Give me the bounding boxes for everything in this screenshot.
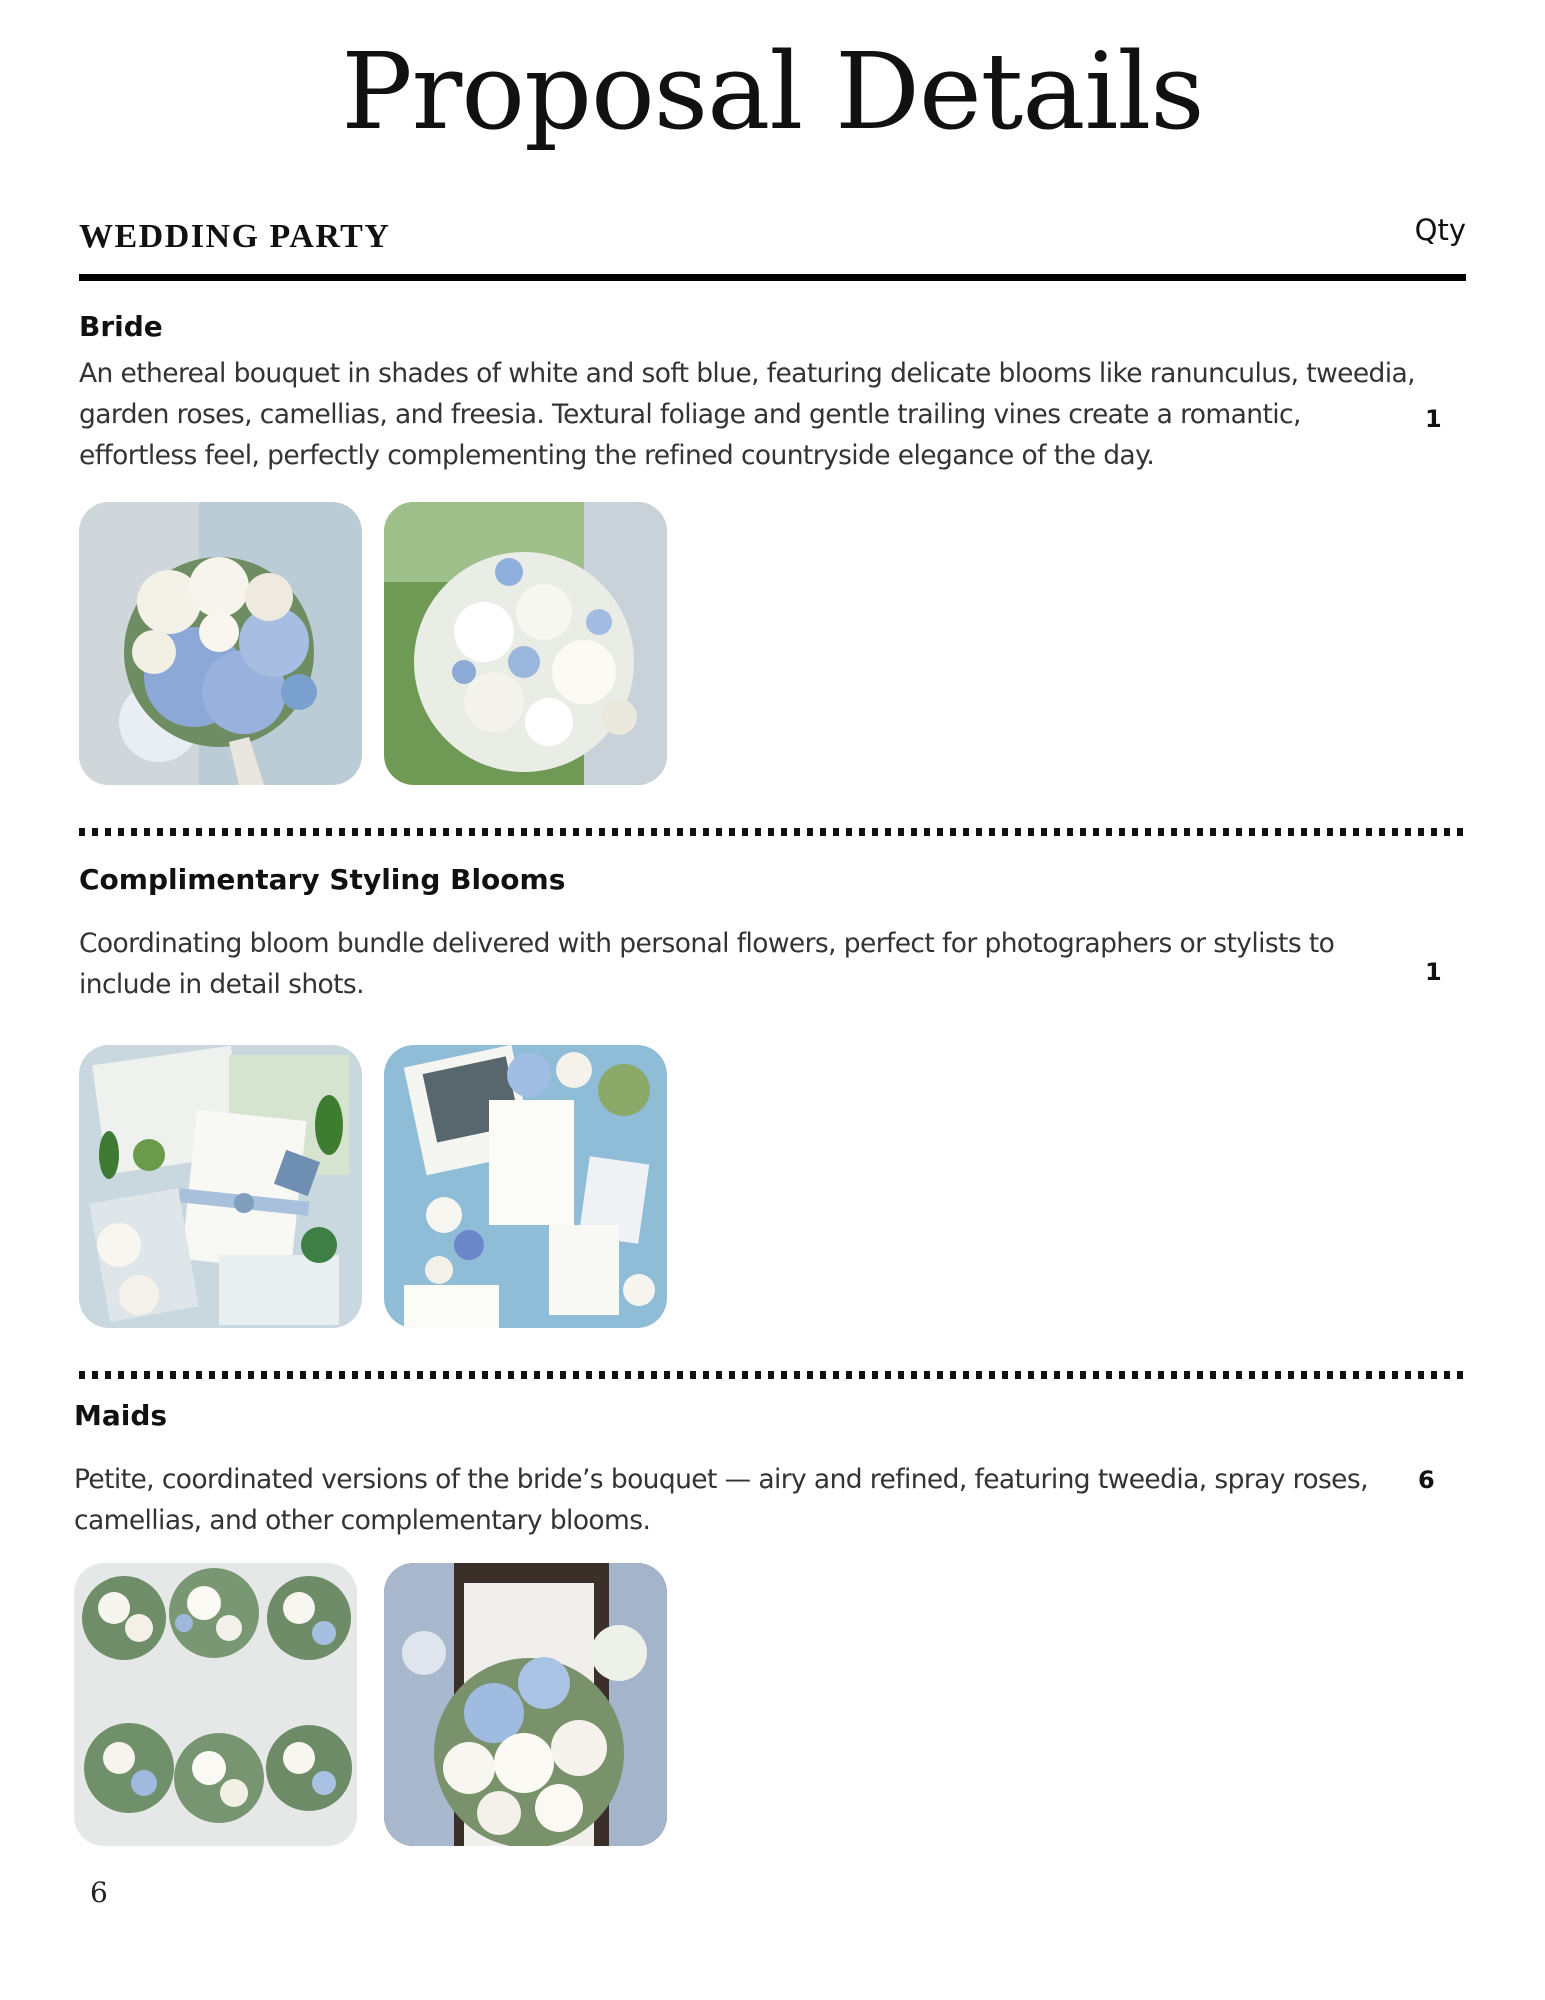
page-title: Proposal Details: [341, 30, 1204, 153]
item-divider: [79, 1371, 1466, 1379]
qty-column-header: Qty: [1414, 213, 1466, 247]
section-divider: [79, 274, 1466, 281]
invitation-flatlay-photo: [79, 1045, 362, 1328]
item-title-maids: Maids: [74, 1399, 168, 1432]
item-title-styling-blooms: Complimentary Styling Blooms: [79, 863, 566, 896]
item-qty-bride: 1: [1425, 405, 1442, 433]
section-heading: WEDDING PARTY: [79, 218, 391, 255]
bridal-bouquet-photo: [79, 502, 362, 785]
item-divider: [79, 828, 1466, 836]
item-description-maids: Petite, coordinated versions of the bride’s bouquet — airy and refined, featuring tweedia, spray roses, camellias, and other complementary blooms.: [74, 1464, 1368, 1536]
page-number: 6: [90, 1876, 108, 1909]
item-description-bride: An ethereal bouquet in shades of white and soft blue, featuring delicate blooms like ranunculus, tweedia, garden roses, camellias, and freesia. Textural foliage and gentle trailing vines create a romantic, effortless feel, perfectly complementing the refined countryside elegance of the day.: [79, 358, 1416, 471]
stationery-flatlay-photo: [384, 1045, 667, 1328]
item-description-styling-blooms: Coordinating bloom bundle delivered with personal flowers, perfect for photographers or stylists to include in detail shots.: [79, 928, 1335, 1000]
bride-holding-bouquet-photo: [384, 502, 667, 785]
bridesmaid-bouquets-flatlay-photo: [74, 1563, 357, 1846]
bride-and-maids-bouquets-photo: [384, 1563, 667, 1846]
item-title-bride: Bride: [79, 310, 163, 343]
item-qty-maids: 6: [1418, 1466, 1435, 1494]
item-qty-styling-blooms: 1: [1425, 958, 1442, 986]
